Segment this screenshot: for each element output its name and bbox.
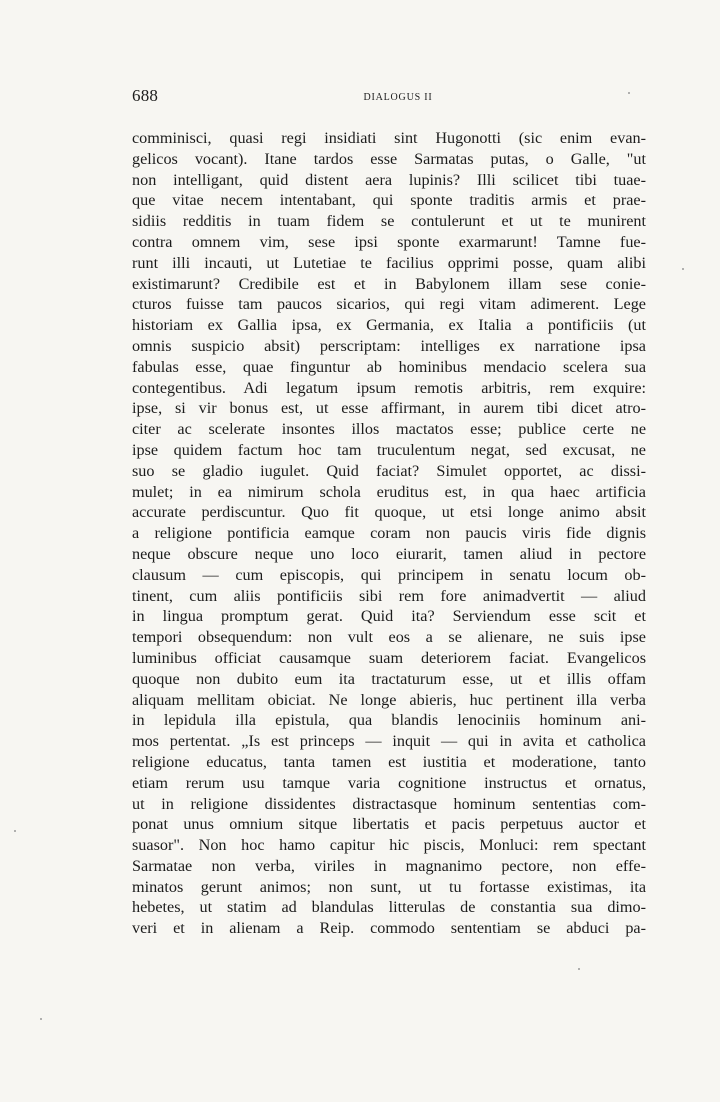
- text-line: ipse, si vir bonus est, ut esse affirmant, in aurem tibi dicet atro-: [132, 399, 646, 418]
- page-header: [132, 86, 646, 110]
- paper-speck: [578, 968, 580, 970]
- text-line: veri et in alienam a Reip. commodo sententiam se abduci pa-: [132, 919, 646, 938]
- text-line: sidiis redditis in tuam fidem se contulerunt et ut te munirent: [132, 212, 646, 231]
- running-head: DIALOGUS II: [363, 92, 433, 103]
- text-line: historiam ex Gallia ipsa, ex Germania, ex Italia a pontificiis (ut: [132, 316, 646, 335]
- text-line: etiam rerum usu tamque varia cognitione instructus et ornatus,: [132, 773, 646, 792]
- paper-speck: [14, 830, 16, 832]
- text-line: ut in religione dissidentes distractasque hominum sententias com-: [132, 794, 646, 813]
- text-line: contegentibus. Adi legatum ipsum remotis arbitris, rem exquire:: [132, 378, 646, 397]
- text-line: quoque non dubito eum ita tractaturum esse, ut et illis offam: [132, 669, 646, 688]
- page-number: 688: [132, 86, 159, 105]
- text-line: non intelligant, quid distent aera lupinis? Illi scilicet tibi tuae-: [132, 170, 646, 189]
- text-line: clausum — cum episcopis, qui principem in senatu locum ob-: [132, 565, 646, 584]
- text-line: accurate perdiscuntur. Quo fit quoque, ut etsi longe animo absit: [132, 503, 646, 522]
- text-line: fabulas esse, quae finguntur ab hominibus mendacio scelera sua: [132, 357, 646, 376]
- text-line: contra omnem vim, sese ipsi sponte exarmarunt! Tamne fue-: [132, 232, 646, 251]
- text-line: ponat unus omnium sitque libertatis et pacis perpetuus auctor et: [132, 815, 646, 834]
- text-line: existimarunt? Credibile est et in Babylonem illam sese conie-: [132, 274, 646, 293]
- paper-speck: [628, 92, 630, 94]
- text-line: omnis suspicio absit) perscriptam: intelliges ex narratione ipsa: [132, 336, 646, 355]
- paper-speck: [40, 1018, 42, 1020]
- text-line: ipse quidem factum hoc tam truculentum negat, sed excusat, ne: [132, 440, 646, 459]
- text-line: que vitae necem intentabant, qui sponte traditis armis et prae-: [132, 191, 646, 210]
- text-line: aliquam mellitam obiciat. Ne longe abieris, huc pertinent illa verba: [132, 690, 646, 709]
- text-line: in lingua promptum gerat. Quid ita? Serviendum esse scit et: [132, 607, 646, 626]
- text-line: gelicos vocant). Itane tardos esse Sarmatas putas, o Galle, "ut: [132, 149, 646, 168]
- paper-speck: [682, 268, 684, 270]
- text-line: in lepidula illa epistula, qua blandis lenociniis hominum ani-: [132, 711, 646, 730]
- text-line: mos pertentat. „Is est princeps — inquit — qui in avita et catholica: [132, 732, 646, 751]
- text-line: mulet; in ea nimirum schola eruditus est, in qua haec artificia: [132, 482, 646, 501]
- text-line: luminibus officiat causamque suam deteriorem faciat. Evangelicos: [132, 648, 646, 667]
- text-line: cturos fuisse tam paucos sicarios, qui regi vitam adimerent. Lege: [132, 295, 646, 314]
- text-line: a religione pontificia eamque coram non paucis viris fide dignis: [132, 524, 646, 543]
- text-line: comminisci, quasi regi insidiati sint Hugonotti (sic enim evan-: [132, 129, 646, 147]
- text-line: suasor". Non hoc hamo capitur hic piscis, Monluci: rem spectant: [132, 836, 646, 855]
- body-text: [132, 128, 646, 939]
- text-line: citer ac scelerate insontes illos mactatos esse; publice certe ne: [132, 420, 646, 439]
- text-line: minatos gerunt animos; non sunt, ut tu fortasse existimas, ita: [132, 877, 646, 896]
- text-line: tempori obsequendum: non vult eos a se alienare, ne suis ipse: [132, 628, 646, 647]
- text-line: suo se gladio iugulet. Quid faciat? Simulet opportet, ac dissi-: [132, 461, 646, 480]
- text-line: religione educatus, tanta tamen est iustitia et moderatione, tanto: [132, 752, 646, 771]
- text-line: runt illi incauti, ut Lutetiae te facilius opprimi posse, quam alibi: [132, 253, 646, 272]
- text-line: hebetes, ut statim ad blandulas litterulas de constantia sua dimo-: [132, 898, 646, 917]
- text-line: Sarmatae non verba, viriles in magnanimo pectore, non effe-: [132, 856, 646, 875]
- text-line: neque obscure neque uno loco eiurarit, tamen aliud in pectore: [132, 544, 646, 563]
- text-line: tinent, cum aliis pontificiis sibi rem fore animadvertit — aliud: [132, 586, 646, 605]
